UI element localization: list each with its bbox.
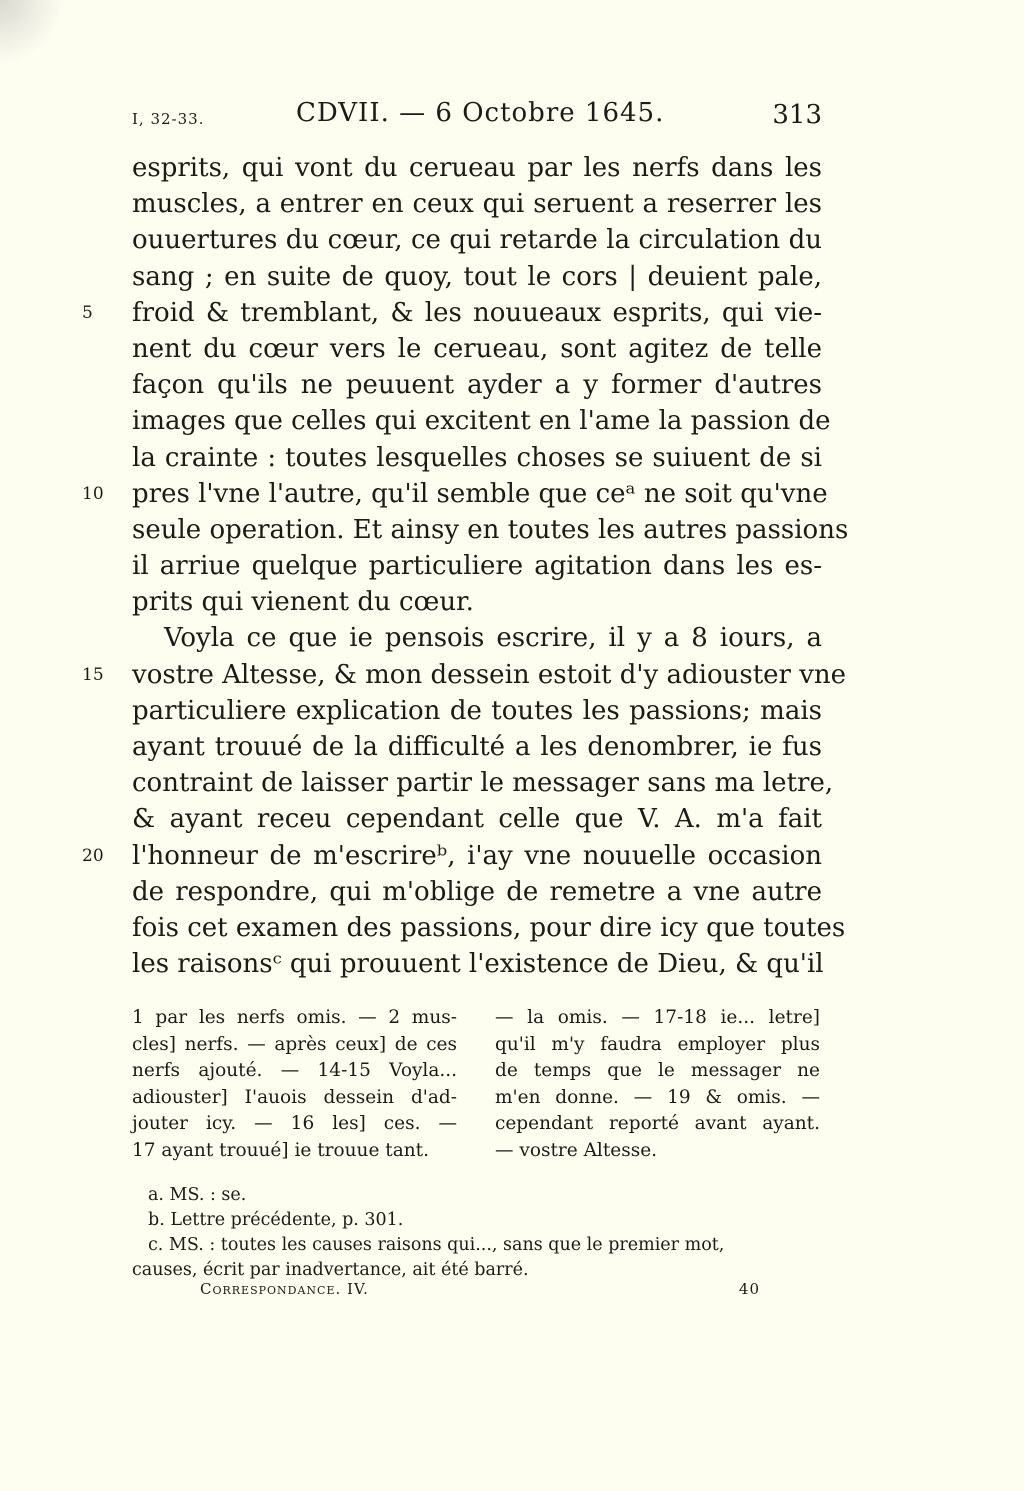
footer-signature: Correspondance. IV. <box>200 1280 369 1298</box>
text-line <box>132 584 822 620</box>
footer-sheet-number: 40 <box>738 1280 760 1298</box>
variant-note-line: nerfs ajouté. — 14-15 Voyla... <box>132 1060 457 1082</box>
line-number: 5 <box>82 302 93 323</box>
text-line <box>82 476 828 512</box>
text-line <box>132 367 822 403</box>
header-title: CDVII. — 6 Octobre 1645. <box>296 98 665 128</box>
variant-note-line: qu'il m'y faudra employer plus <box>495 1033 820 1055</box>
text-line <box>132 512 849 548</box>
text-line <box>132 910 846 946</box>
text-line <box>82 838 822 874</box>
page-number: 313 <box>772 100 822 130</box>
page-corner-shadow <box>0 0 60 60</box>
footnotes <box>132 1183 822 1283</box>
line-text: muscles, a entrer en ceux qui seruent a reserrer les <box>132 189 822 220</box>
variant-note-line: cependant reporté avant ayant. <box>495 1113 820 1135</box>
line-text: ayant trouué de la difficulté a les denombrer, ie fus <box>132 732 822 762</box>
variant-note-line: 17 ayant trouué] ie trouue tant. <box>132 1139 429 1161</box>
line-text: contraint de laisser partir le messager sans ma letre, <box>132 768 834 799</box>
text-line <box>132 150 822 186</box>
text-line <box>132 222 822 258</box>
main-text <box>82 150 849 982</box>
line-text: de respondre, qui m'oblige de remetre a vne autre <box>132 876 822 907</box>
text-line <box>132 765 834 801</box>
line-text: esprits, qui vont du cerueau par les nerfs dans les <box>132 153 822 183</box>
variant-note-line: — la omis. — 17-18 ie... letre] <box>495 1007 820 1028</box>
text-line <box>132 801 822 837</box>
text-line <box>132 403 831 439</box>
variant-note-line: adiouster] I'auois dessein d'ad- <box>132 1086 457 1108</box>
line-text: les raisonsᶜ qui prouuent l'existence de Dieu, & qu'il <box>132 949 824 980</box>
line-text: nent du cœur vers le cerueau, sont agitez de telle <box>132 333 822 364</box>
line-text: la crainte : toutes lesquelles choses se suiuent de si <box>132 442 822 473</box>
running-header <box>132 98 832 138</box>
variant-notes-left-column <box>132 1005 457 1165</box>
text-line <box>132 693 822 729</box>
text-line <box>132 729 822 765</box>
line-text: particuliere explication de toutes les passions; mais <box>132 695 822 726</box>
line-text: & ayant receu cependant celle que V. A. m'a fait <box>132 804 822 835</box>
text-line <box>82 295 822 331</box>
line-number: 20 <box>82 845 104 866</box>
text-line <box>132 874 822 910</box>
line-text: Voyla ce que ie pensois escrire, il y a 8 iours, a <box>164 623 822 654</box>
text-line <box>132 548 822 584</box>
line-text: seule operation. Et ainsy en toutes les autres passions <box>132 514 849 545</box>
footnote: causes, écrit par inadvertance, ait été barré. <box>132 1260 529 1280</box>
line-text: ouuertures du cœur, ce qui retarde la circulation du <box>132 225 822 256</box>
text-line <box>132 186 822 222</box>
text-line <box>82 657 847 693</box>
line-text: vostre Altesse, & mon dessein estoit d'y adiouster vne <box>132 659 847 690</box>
header-reference: I, 32-33. <box>132 110 205 128</box>
variant-note-line: m'en donne. — 19 & omis. — <box>495 1086 820 1108</box>
footnote: c. MS. : toutes les causes raisons qui..., sans que le premier mot, <box>148 1235 725 1255</box>
variant-notes-right-column <box>495 1005 820 1165</box>
text-line <box>132 946 822 982</box>
line-text: il arriue quelque particuliere agitation dans les es- <box>132 551 822 582</box>
line-text: images que celles qui excitent en l'ame la passion de <box>132 406 831 437</box>
variant-note-line: cles] nerfs. — après ceux] de ces <box>132 1033 457 1055</box>
text-line <box>132 259 822 295</box>
text-line <box>132 620 822 656</box>
line-text: l'honneur de m'escrireᵇ, i'ay vne nouuelle occasion <box>132 840 822 871</box>
line-text: pres l'vne l'autre, qu'il semble que ceᵃ ne soit qu'vne <box>132 478 828 509</box>
line-number: 15 <box>82 664 104 685</box>
line-text: façon qu'ils ne peuuent ayder a y former d'autres <box>132 370 822 401</box>
line-number: 10 <box>82 483 104 504</box>
footnote: a. MS. : se. <box>148 1185 247 1205</box>
variant-note-line: de temps que le messager ne <box>495 1060 820 1082</box>
text-line <box>132 331 822 367</box>
line-text: froid & tremblant, & les nouueaux esprits, qui vie- <box>132 297 822 328</box>
line-text: sang ; en suite de quoy, tout le cors | deuient pale, <box>132 261 822 292</box>
variant-note-line: — vostre Altesse. <box>495 1139 658 1161</box>
variant-note-line: 1 par les nerfs omis. — 2 mus- <box>132 1007 457 1028</box>
footnote: b. Lettre précédente, p. 301. <box>148 1210 404 1230</box>
text-line <box>132 440 822 476</box>
variant-note-line: jouter icy. — 16 les] ces. — <box>132 1113 457 1135</box>
line-text: prits qui vienent du cœur. <box>132 587 474 618</box>
line-text: fois cet examen des passions, pour dire icy que toutes <box>132 912 846 943</box>
